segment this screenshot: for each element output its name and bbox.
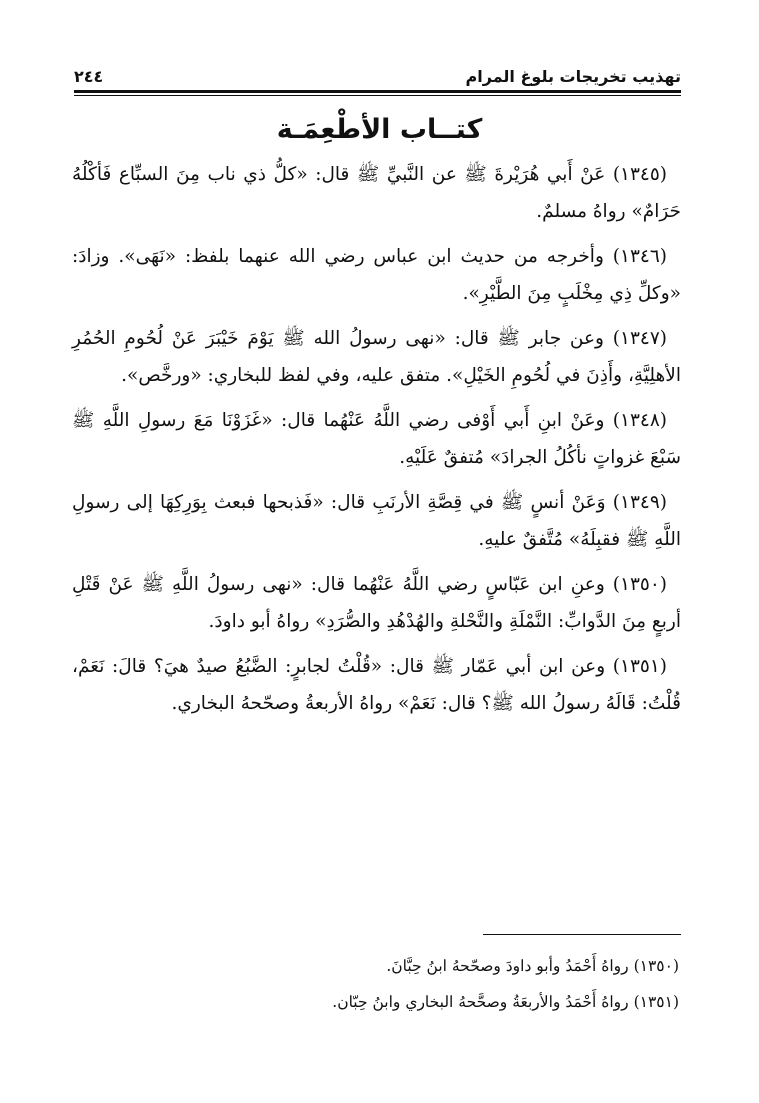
footnote-separator [483, 934, 681, 935]
hadith-1347: (١٣٤٧) وعن جابر ﷺ قال: «نهى رسولُ الله ﷺ يَوْمَ خَيْبَرَ عَنْ لُحُومِ الحُمُرِ الأهلِيَّةِ، وأَذِنَ في لُحُومِ الخَيْلِ». متفق عليه، وفي لفظ للبخاري: «ورخَّص». [72, 328, 681, 386]
hadith-1348: (١٣٤٨) وعَنْ ابنِ أَبي أَوْفى رضي اللَّهُ عَنْهُما قال: «غَزَوْنَا مَعَ رسولِ اللَّهِ ﷺ سَبْعَ غزواتٍ نأكُلُ الجرادَ» مُتفقٌ عَلَيْهِ. [72, 410, 681, 468]
footnote-1350: (١٣٥٠) رواهُ أَحْمَدُ وأبو داودَ وصحّحهُ ابنُ حِبَّانَ. [386, 957, 679, 975]
hadith-list [72, 156, 681, 730]
hadith-1350: (١٣٥٠) وعنِ ابن عَبّاسٍ رضي اللَّهُ عَنْهُما قال: «نهى رسولُ اللَّهِ ﷺ عَنْ قَتْلِ أربعٍ مِنَ الدَّوابِّ: النَّمْلَةِ والنَّحْلةِ والهُدْهُدِ والصُّرَدِ» رواهُ أبو داودَ. [72, 574, 681, 632]
running-header [74, 52, 681, 92]
hadith-1346: (١٣٤٦) وأخرجه من حديث ابن عباس رضي الله عنهما بلفظ: «نَهَى». وزادَ: «وكلِّ ذِي مِخْلَبٍ مِنَ الطَّيْرِ». [72, 246, 681, 304]
hadith-1345: (١٣٤٥) عَنْ أَبي هُرَيْرةَ ﷺ عن النَّبيِّ ﷺ قال: «كلُّ ذي ناب مِنَ السبِّاع فَأكْلُهُ حَرَامٌ» رواهُ مسلمٌ. [72, 164, 681, 222]
header-rule-thick [74, 90, 681, 93]
footnote-1351: (١٣٥١) رواهُ أَحْمَدُ والأربعَةُ وصحَّحهُ البخاري وابنُ حِبّان. [332, 993, 679, 1011]
header-rule-thin [74, 95, 681, 96]
footnotes [72, 948, 679, 1020]
hadith-1349: (١٣٤٩) وَعَنْ أنسٍ ﷺ في قِصَّةِ الأرنَبِ قال: «فَذبحها فبعث بِوَرِكِهَا إلى رسولِ اللَّهِ ﷺ فقبِلَهُ» مُتَّفقٌ عليهِ. [72, 492, 681, 550]
hadith-1351: (١٣٥١) وعن ابن أبي عَمّار ﷺ قال: «قُلْتُ لجابرٍ: الضَّبُعُ صيدٌ هيَ؟ قالَ: نَعَمْ، قُلْتُ: قَالَهُ رسولُ الله ﷺ؟ قال: نَعَمْ» رواهُ الأربعةُ وصحّحهُ البخاري. [72, 656, 681, 714]
running-title: تهذيب تخريجات بلوغ المرام [465, 67, 681, 86]
chapter-title: كتــاب الأطْعِمَـة [276, 114, 483, 145]
page-number: ٢٤٤ [74, 67, 104, 86]
